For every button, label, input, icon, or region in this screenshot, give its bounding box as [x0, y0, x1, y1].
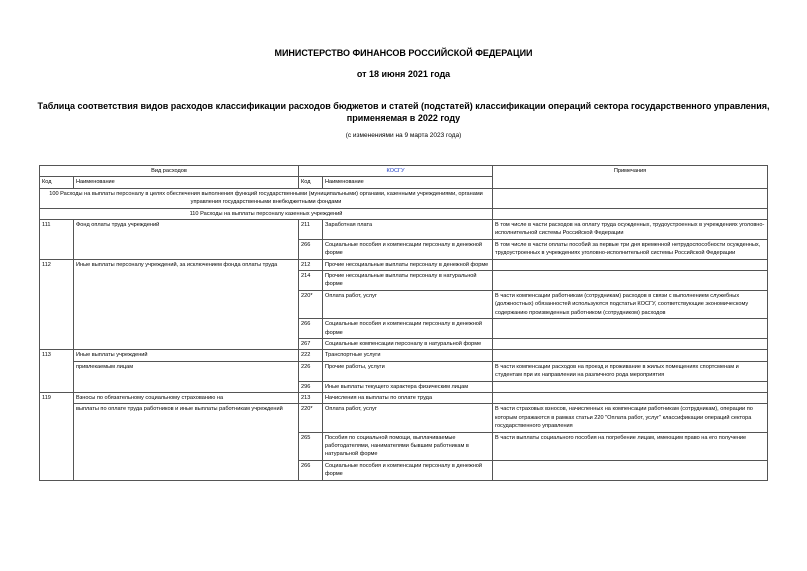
document-date: от 18 июня 2021 года: [356, 69, 451, 79]
row-kosgu-code: 265: [299, 432, 323, 460]
row-kosgu-code: 213: [299, 392, 323, 403]
row-kosgu-code: 266: [299, 239, 323, 259]
amendment-note: (с изменениями на 9 марта 2023 года): [345, 132, 462, 139]
header-notes: Примечания: [493, 166, 768, 189]
row-kosgu-name: Транспортные услуги: [323, 350, 493, 361]
row-note: [493, 392, 768, 403]
row-kosgu-name: Социальные пособия и компенсации персоналу в денежной форме: [323, 460, 493, 480]
row-kosgu-code: 296: [299, 381, 323, 392]
document-title: Таблица соответствия видов расходов классификации расходов бюджетов и статей (подстатей) классификации операций сектора государственного управления, применяемая в 2022 году: [37, 101, 770, 123]
row-name: Иные выплаты персоналу учреждений, за исключением фонда оплаты труда: [74, 259, 299, 350]
header-code: Код: [40, 177, 74, 188]
section-100: 100 Расходы на выплаты персоналу в целях обеспечения выполнения функций государственными (муниципальными) органами, казенными учреждениями, органами управления государственными внебюджетными фондами: [40, 188, 493, 208]
row-kosgu-code: 266: [299, 460, 323, 480]
row-kosgu-name: Оплата работ, услуг: [323, 404, 493, 432]
row-kosgu-code: 222: [299, 350, 323, 361]
row-note: В части страховых взносов, начисленных на компенсации работникам (сотрудникам), операции по которым отражаются в рамках статьи 220 "Оплата работ, услуг" классификации операций сектора государственного управления: [493, 404, 768, 432]
table-row: [40, 220, 768, 240]
correspondence-table: [39, 165, 768, 481]
row-kosgu-name: Начисления на выплаты по оплате труда: [323, 392, 493, 403]
row-code: 119: [40, 392, 74, 480]
row-kosgu-code: 212: [299, 259, 323, 270]
row-note: В том числе в части оплаты пособий за первые три дня временной нетрудоспособности осужденных, трудоустроенных в учреждениях уголовно-исполнительной системы Российской Федерации: [493, 239, 768, 259]
row-kosgu-name: Пособия по социальной помощи, выплачиваемые работодателями, нанимателями бывшим работникам в натуральной форме: [323, 432, 493, 460]
row-kosgu-name: Иные выплаты текущего характера физическим лицам: [323, 381, 493, 392]
row-kosgu-code: 266: [299, 319, 323, 339]
row-code: 113: [40, 350, 74, 393]
row-kosgu-name: Социальные пособия и компенсации персоналу в денежной форме: [323, 319, 493, 339]
ministry-heading: МИНИСТЕРСТВО ФИНАНСОВ РОССИЙСКОЙ ФЕДЕРАЦИИ: [274, 48, 533, 58]
section-110-row: [40, 208, 768, 219]
row-name: Иные выплаты учреждений: [74, 350, 299, 361]
section-110-empty: [493, 208, 768, 219]
header-vid-rashodov: Вид расходов: [40, 166, 299, 177]
header-row-top: [40, 166, 768, 177]
table-row: [40, 259, 768, 270]
row-kosgu-code: 220*: [299, 404, 323, 432]
row-kosgu-name: Оплата работ, услуг: [323, 290, 493, 318]
row-note: В том числе в части расходов на оплату труда осужденных, трудоустроенных в учреждениях уголовно-исполнительной системы Российской Федерации: [493, 220, 768, 240]
row-name: привлекаемым лицам: [74, 361, 299, 392]
row-code: 112: [40, 259, 74, 350]
table-row: [40, 392, 768, 403]
row-note: [493, 381, 768, 392]
section-110: 110 Расходы на выплаты персоналу казенных учреждений: [40, 208, 493, 219]
row-note: [493, 271, 768, 291]
row-note: В части компенсации расходов на проезд и проживание в жилых помещениях спортсменам и студентам при их направлении на различного рода мероприятия: [493, 361, 768, 381]
row-kosgu-code: 267: [299, 338, 323, 349]
row-kosgu-name: Прочие несоциальные выплаты персоналу в денежной форме: [323, 259, 493, 270]
header-kosgu[interactable]: КОСГУ: [299, 166, 493, 177]
section-100-row: [40, 188, 768, 208]
row-kosgu-name: Прочие несоциальные выплаты персоналу в натуральной форме: [323, 271, 493, 291]
header-kosgu-code: Код: [299, 177, 323, 188]
row-note: [493, 338, 768, 349]
row-name: выплаты по оплате труда работников и иные выплаты работникам учреждений: [74, 404, 299, 480]
row-kosgu-code: 220*: [299, 290, 323, 318]
header-kosgu-name: Наименование: [323, 177, 493, 188]
row-name: Фонд оплаты труда учреждений: [74, 220, 299, 260]
section-100-empty: [493, 188, 768, 208]
row-name: Взносы по обязательному социальному страхованию на: [74, 392, 299, 403]
row-note: В части компенсации работникам (сотрудникам) расходов в связи с выполнением служебных (должностных) обязанностей используются подстатьи КОСГУ, соответствующие экономическому содержанию произведенных работником (сотрудником) расходов: [493, 290, 768, 318]
row-note: [493, 350, 768, 361]
header-name: Наименование: [74, 177, 299, 188]
table-row: [40, 361, 768, 381]
row-code: 111: [40, 220, 74, 260]
row-kosgu-code: 214: [299, 271, 323, 291]
row-kosgu-name: Заработная плата: [323, 220, 493, 240]
table-row: [40, 350, 768, 361]
row-note: В части выплаты социального пособия на погребение лицам, имеющим право на его получение: [493, 432, 768, 460]
row-note: [493, 319, 768, 339]
row-note: [493, 460, 768, 480]
row-kosgu-name: Социальные пособия и компенсации персоналу в денежной форме: [323, 239, 493, 259]
row-kosgu-name: Социальные компенсации персоналу в натуральной форме: [323, 338, 493, 349]
row-note: [493, 259, 768, 270]
row-kosgu-code: 211: [299, 220, 323, 240]
row-kosgu-name: Прочие работы, услуги: [323, 361, 493, 381]
row-kosgu-code: 226: [299, 361, 323, 381]
table-row: [40, 404, 768, 432]
